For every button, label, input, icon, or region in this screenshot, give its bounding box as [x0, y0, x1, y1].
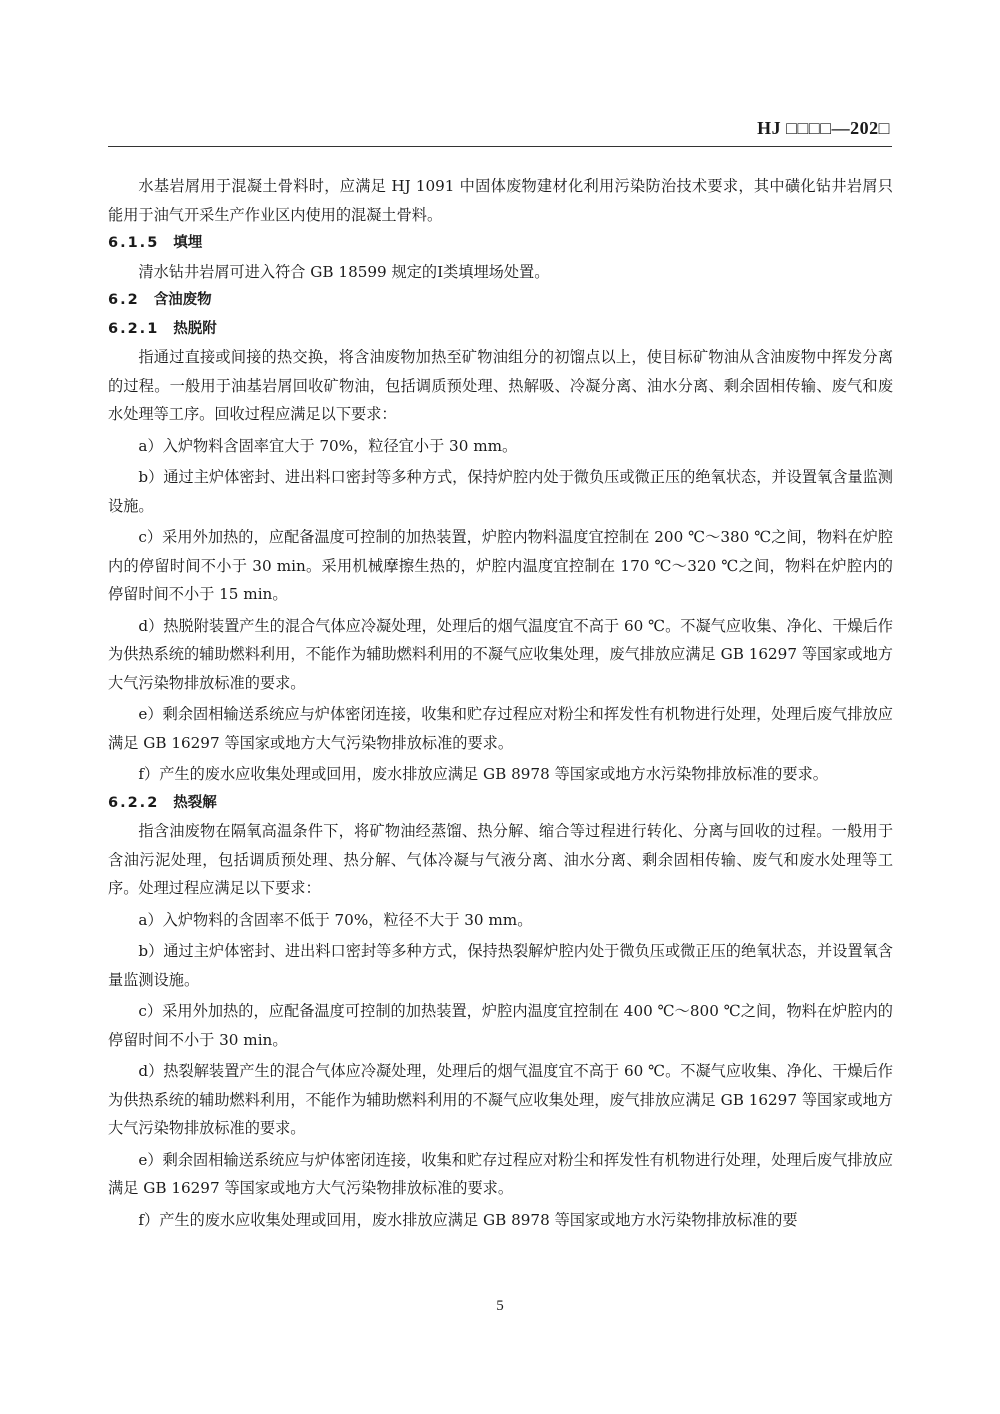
section-title: 热脱附	[173, 320, 217, 337]
document-body	[108, 172, 893, 1234]
page-number: 5	[496, 1298, 504, 1314]
section-number: 6.2	[108, 292, 140, 308]
body-paragraph: 水基岩屑用于混凝土骨料时，应满足 HJ 1091 中固体废物建材化利用污染防治技术要求，其中磺化钻井岩屑只能用于油气开采生产作业区内使用的混凝土骨料。	[108, 177, 893, 224]
body-paragraph: b）通过主炉体密封、进出料口密封等多种方式，保持热裂解炉腔内处于微负压或微正压的绝氧状态，并设置氧含量监测设施。	[108, 942, 893, 989]
body-paragraph: 清水钻井岩屑可进入符合 GB 18599 规定的Ⅰ类填埋场处置。	[138, 262, 550, 281]
section-number: 6.2.1	[108, 320, 160, 337]
section-heading	[108, 789, 893, 818]
body-paragraph: f）产生的废水应收集处理或回用，废水排放应满足 GB 8978 等国家或地方水污染物排放标准的要求。	[138, 765, 828, 783]
body-paragraph: f）产生的废水应收集处理或回用，废水排放应满足 GB 8978 等国家或地方水污染物排放标准的要	[138, 1210, 798, 1229]
body-paragraph: 指含油废物在隔氧高温条件下，将矿物油经蒸馏、热分解、缩合等过程进行转化、分离与回收的过程。一般用于含油污泥处理，包括调质预处理、热分解、气体冷凝与气液分离、油水分离、剩余固相传输、废气和废水处理等工序。处理过程应满足以下要求：	[108, 822, 893, 897]
body-paragraph: c）采用外加热的，应配备温度可控制的加热装置，炉腔内物料温度宜控制在 200 ℃～380 ℃之间，物料在炉腔内的停留时间不小于 30 min。采用机械摩擦生热的，炉腔内温度宜控制在 170 ℃～320 ℃之间，物料在炉腔内的停留时间不小于 15 min。	[108, 528, 893, 603]
body-paragraph: e）剩余固相输送系统应与炉体密闭连接，收集和贮存过程应对粉尘和挥发性有机物进行处理，处理后废气排放应满足 GB 16297 等国家或地方大气污染物排放标准的要求。	[108, 705, 893, 752]
section-heading	[108, 315, 893, 344]
body-paragraph: a）入炉物料含固率宜大于 70%，粒径宜小于 30 mm。	[138, 436, 518, 455]
section-heading	[108, 229, 893, 258]
section-number: 6.2.2	[108, 794, 160, 811]
body-paragraph: c）采用外加热的，应配备温度可控制的加热装置，炉腔内温度宜控制在 400 ℃～800 ℃之间，物料在炉腔内的停留时间不小于 30 min。	[108, 1002, 893, 1049]
body-paragraph: a）入炉物料的含固率不低于 70%，粒径不大于 30 mm。	[138, 910, 533, 929]
document-id-header: HJ □□□□—202□	[757, 118, 890, 138]
header-divider	[108, 146, 892, 147]
section-heading	[108, 286, 893, 315]
section-title: 热裂解	[173, 794, 217, 811]
section-title: 填埋	[173, 235, 203, 251]
body-paragraph: 指通过直接或间接的热交换，将含油废物加热至矿物油组分的初馏点以上，使目标矿物油从含油废物中挥发分离的过程。一般用于油基岩屑回收矿物油，包括调质预处理、热解吸、冷凝分离、油水分离、剩余固相传输、废气和废水处理等工序。回收过程应满足以下要求：	[108, 348, 893, 423]
body-paragraph: e）剩余固相输送系统应与炉体密闭连接，收集和贮存过程应对粉尘和挥发性有机物进行处理，处理后废气排放应满足 GB 16297 等国家或地方大气污染物排放标准的要求。	[108, 1150, 893, 1197]
section-title: 含油废物	[153, 292, 212, 308]
body-paragraph: b）通过主炉体密封、进出料口密封等多种方式，保持炉腔内处于微负压或微正压的绝氧状态，并设置氧含量监测设施。	[108, 468, 893, 515]
body-paragraph: d）热裂解装置产生的混合气体应冷凝处理，处理后的烟气温度宜不高于 60 ℃。不凝气应收集、净化、干燥后作为供热系统的辅助燃料利用，不能作为辅助燃料利用的不凝气应收集处理，废气排放应满足 GB 16297 等国家或地方大气污染物排放标准的要求。	[108, 1062, 893, 1137]
section-number: 6.1.5	[108, 235, 160, 251]
body-paragraph: d）热脱附装置产生的混合气体应冷凝处理，处理后的烟气温度宜不高于 60 ℃。不凝气应收集、净化、干燥后作为供热系统的辅助燃料利用，不能作为辅助燃料利用的不凝气应收集处理，废气排放应满足 GB 16297 等国家或地方大气污染物排放标准的要求。	[108, 616, 893, 692]
